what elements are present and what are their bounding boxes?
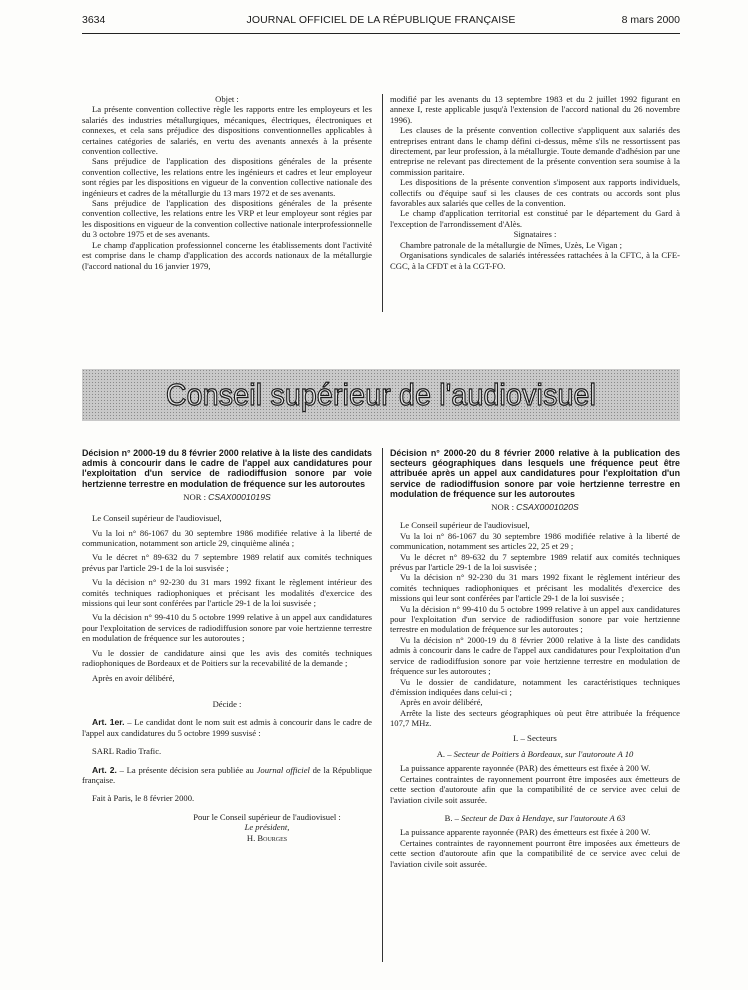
paragraph: Les dispositions de la présente convention s'imposent aux rapports individuels, collectifs ou d'équipe sauf si les clauses de ces contrats ou accords sont plus favorables aux salariés que celles de la convention. (390, 177, 680, 209)
sector-paragraph: La puissance apparente rayonnée (PAR) des émetteurs est fixée à 200 W. (400, 763, 651, 774)
visa: Vu la décision n° 99-410 du 5 octobre 1999 relative à un appel aux candidatures pour l'exploitation d'un service de radiodiffusion sonore par voie hertzienne terrestre en modulation de fréquence sur les autoroutes ; (390, 603, 680, 635)
visa: Vu la loi n° 86-1067 du 30 septembre 1986 modifiée relative à la liberté de communication, notamment son article 29, cinquième alinéa ; (82, 527, 372, 549)
visa: Vu le décret n° 89-632 du 7 septembre 1989 relatif aux comités techniques prévus par l'article 29-1 de la loi susvisée ; (390, 551, 680, 573)
article-1: Art. 1er. – Le candidat dont le nom suit est admis à concourir dans le cadre de l'appel aux candidatures du 5 octobre 1999 susvisé : (82, 717, 372, 738)
decision-2000-19 (82, 448, 372, 843)
signatory: Organisations syndicales de salariés intéressées rattachées à la CFTC, à la CFE-CGC, à la CFDT et à la CGT-FO. (390, 250, 680, 271)
sector-paragraph: Certaines contraintes de rayonnement pourront être imposées aux émetteurs de cette section d'autoroute afin que la compatibilité de ce service avec celui de l'aviation civile soit assurée. (390, 837, 680, 869)
column-divider (382, 94, 383, 312)
paragraph: modifié par les avenants du 13 septembre 1983 et du 2 juillet 1992 figurant en annexe I, reste applicable jusqu'à l'extension de l'accord national du 26 novembre 1996). (390, 94, 680, 125)
decide-label: Décide : (212, 698, 242, 709)
page-header (82, 14, 680, 30)
signature-block: Pour le Conseil supérieur de l'audiovisuel : Le président, H. Bourges (82, 812, 372, 843)
signatories-label: Signataires : (513, 229, 557, 240)
visa: Vu le dossier de candidature ainsi que les avis des comités techniques radiophoniques de Bordeaux et de Poitiers sur la recevabilité de la demande ; (82, 647, 372, 669)
object-label: Objet : (215, 94, 239, 104)
decision-2000-20 (390, 448, 680, 869)
page-number: 3634 (82, 14, 106, 26)
article-1-label: Art. 1er. (92, 717, 125, 728)
paragraph: Le champ d'application territorial est constitué par le département du Gard à l'exception de l'arrondissement d'Alès. (390, 208, 680, 229)
sector-paragraph: Certaines contraintes de rayonnement pourront être imposées aux émetteurs de cette section d'autoroute afin que la compatibilité de ce service avec celui de l'aviation civile soit assurée. (390, 773, 680, 805)
preamble: Le Conseil supérieur de l'audiovisuel, (400, 520, 530, 531)
paragraph: Les clauses de la présente convention collective s'appliquent aux salariés des entreprises entrant dans le champ défini ci-dessus, même s'ils ne ressortissent pas directement, par leur profession, à la métallurgie. Toute demande d'adhésion par une entreprise ne relevant pas directement de la présente convention sera soumise à la commission paritaire. (390, 125, 680, 177)
visa: Vu la décision n° 92-230 du 31 mars 1992 fixant le règlement intérieur des comités techniques radiophoniques et précisant les modalités d'exercice des missions qui leur sont conférées par l'article 29-1 de la loi susvisée ; (82, 577, 372, 609)
candidate-name: SARL Radio Trafic. (92, 746, 162, 757)
sector-paragraph: La puissance apparente rayonnée (PAR) des émetteurs est fixée à 200 W. (400, 827, 651, 838)
nor-label: NOR : (183, 491, 206, 502)
header-rule (82, 33, 680, 34)
visa: Vu la décision n° 99-410 du 5 octobre 1999 relative à un appel aux candidatures pour l'exploitation de services de radiodiffusion sonore par voie hertzienne terrestre en modulation de fréquence sur les autoroutes ; (82, 612, 372, 644)
deliberation: Après en avoir délibéré, (92, 672, 175, 683)
preamble: Le Conseil supérieur de l'audiovisuel, (92, 513, 222, 524)
banner-title: Conseil supérieur de l'audiovisuel (165, 377, 597, 412)
top-left-column (82, 94, 372, 271)
section-heading: I. – Secteurs (513, 732, 557, 743)
paragraph: La présente convention collective règle les rapports entre les employeurs et les salariés des industries métallurgiques, mécaniques, électriques, électroniques et connexes, et cela sans préjudice des dispositions conventionnelles applicables à certaines catégories de salariés, en vertu des avenants annexés à la présente convention collective. (82, 104, 372, 157)
sector-heading: B. – Secteur de Dax à Hendaye, sur l'autoroute A 63 (444, 812, 626, 823)
visa: Vu la loi n° 86-1067 du 30 septembre 1986 modifiée relative à la liberté de communication, notamment ses articles 22, 25 et 29 ; (390, 530, 680, 552)
visa: Vu la décision n° 92-230 du 31 mars 1992 fixant le règlement intérieur des comités techniques radiophoniques et précisant les modalités d'exercice des missions qui leur sont conférées par l'article 29-1 de la loi susvisée ; (390, 572, 680, 604)
deliberation: Après en avoir délibéré, (400, 697, 483, 708)
nor-reference (390, 502, 680, 512)
paragraph: Le champ d'application professionnel concerne les établissements dont l'activité est comprise dans le champ d'application des accords nationaux de la métallurgie (l'accord national du 16 janvier 1979, (82, 239, 372, 271)
decree: Arrête la liste des secteurs géographiques où peut être attribuée la fréquence 107,7 MHz. (390, 707, 680, 729)
nor-code: CSAX0001020S (516, 502, 579, 513)
paragraph: Sans préjudice de l'application des dispositions générales de la présente convention collective, les relations entre les ingénieurs et cadres et leur employeur sont régies par les dispositions en vigueur de la convention collective nationale des ingénieurs et cadres de la métallurgie du 13 mars 1972 et de ses avenants. (82, 156, 372, 198)
visa: Vu le dossier de candidature, notamment les caractéristiques techniques d'émission indiquées dans celui-ci ; (390, 676, 680, 697)
nor-code: CSAX0001019S (208, 491, 271, 502)
sector-heading: A. – Secteur de Poitiers à Bordeaux, sur l'autoroute A 10 (436, 748, 634, 759)
signer-name: H. Bourges (246, 832, 288, 843)
paragraph: Sans préjudice de l'application des dispositions générales de la présente convention collective, les relations entre les VRP et leur employeur sont régies par les dispositions en vigueur de la convention collective nationale interprofessionnelle du 3 octobre 1975 et de ses avenants. (82, 198, 372, 240)
top-right-column (390, 94, 680, 271)
visa: Vu la décision n° 2000-19 du 8 février 2000 relative à la liste des candidats admis à concourir dans le cadre de l'appel aux candidatures pour l'exploitation d'un service de radiodiffusion sonore par voie hertzienne terrestre en modulation de fréquence sur les autoroutes ; (390, 634, 680, 677)
visa: Vu le décret n° 89-632 du 7 septembre 1989 relatif aux comités techniques prévus par l'article 29-1 de la loi susvisée ; (82, 552, 372, 573)
decision-title: Décision n° 2000-19 du 8 février 2000 relative à la liste des candidats admis à concourir dans le cadre de l'appel aux candidatures pour l'exploitation d'un service de radiodiffusion sonore par voie hertzienne terrestre en modulation de fréquence sur les autoroutes (82, 448, 372, 489)
signatory: Chambre patronale de la métallurgie de Nîmes, Uzès, Le Vigan ; (400, 239, 623, 250)
article-2: Art. 2. – La présente décision sera publiée au Journal officiel de la République française. (82, 764, 373, 785)
decision-title: Décision n° 2000-20 du 8 février 2000 relative à la publication des secteurs géographiques dans lesquels une fréquence peut être attribuée après un appel aux candidatures pour l'exploitation d'un service de radiodiffusion sonore par voie hertzienne terrestre en modulation de fréquence sur les autoroutes (390, 448, 680, 499)
section-banner (82, 369, 680, 421)
nor-reference (82, 492, 372, 502)
article-2-label: Art. 2. (92, 764, 117, 775)
column-divider (382, 448, 383, 962)
issue-date: 8 mars 2000 (621, 14, 680, 26)
nor-label: NOR : (491, 502, 514, 513)
done-at: Fait à Paris, le 8 février 2000. (92, 793, 195, 804)
journal-title: JOURNAL OFFICIEL DE LA RÉPUBLIQUE FRANÇAISE (246, 14, 516, 26)
